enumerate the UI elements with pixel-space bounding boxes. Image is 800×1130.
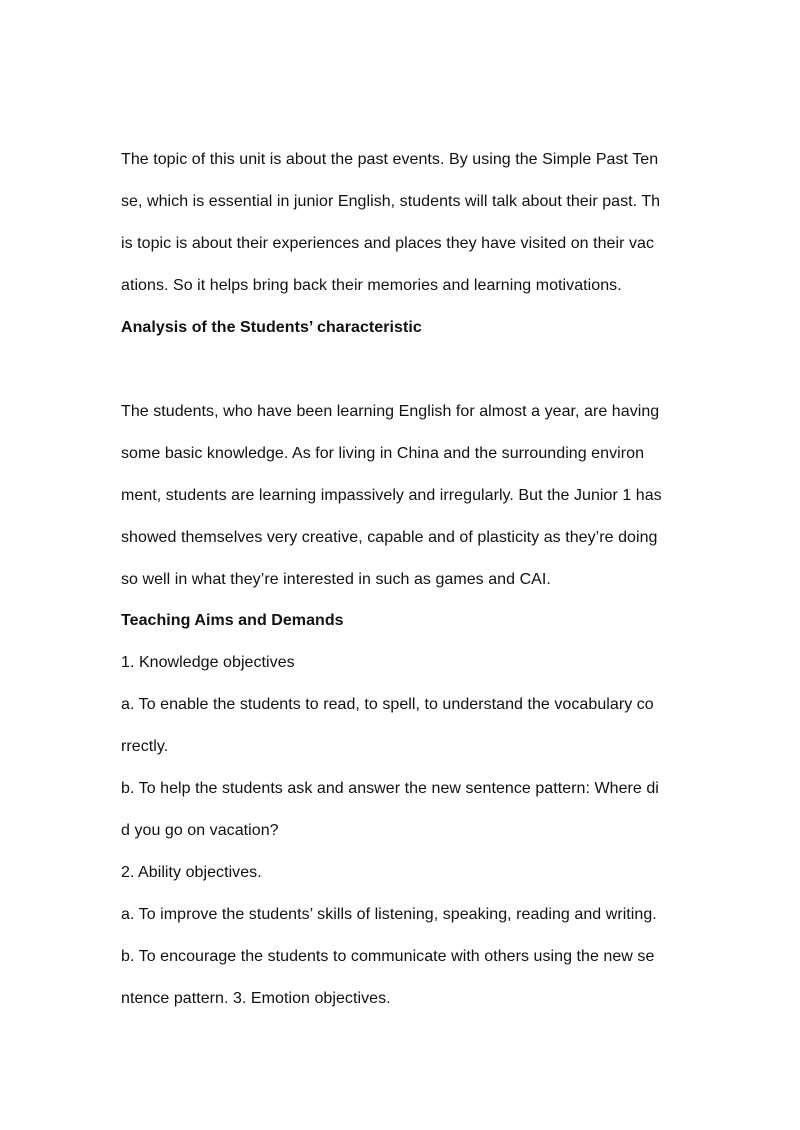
body-text-line: is topic is about their experiences and places they have visited on their vac: [121, 235, 655, 252]
body-text-line: some basic knowledge. As for living in China and the surrounding environ: [121, 445, 645, 462]
list-item-text: b. To help the students ask and answer the new sentence pattern: Where di: [121, 780, 659, 797]
list-item-text: ntence pattern. 3. Emotion objectives.: [121, 990, 391, 1007]
section-heading-students: Analysis of the Students’ characteristic: [121, 319, 422, 336]
body-text-line: ations. So it helps bring back their memories and learning motivations.: [121, 277, 622, 294]
section-heading-aims: Teaching Aims and Demands: [121, 612, 344, 629]
body-text-line: showed themselves very creative, capable and of plasticity as they’re doing: [121, 529, 658, 546]
list-item-text: a. To enable the students to read, to spell, to understand the vocabulary co: [121, 696, 654, 713]
list-item-text: 2. Ability objectives.: [121, 864, 262, 881]
list-item-text: a. To improve the students’ skills of listening, speaking, reading and writing.: [121, 906, 657, 923]
body-text-line: The students, who have been learning English for almost a year, are having: [121, 403, 660, 420]
body-text-line: se, which is essential in junior English, students will talk about their past. Th: [121, 193, 661, 210]
body-text-line: ment, students are learning impassively and irregularly. But the Junior 1 has: [121, 487, 662, 504]
body-text-line: so well in what they’re interested in such as games and CAI.: [121, 571, 551, 588]
list-item-text: b. To encourage the students to communicate with others using the new se: [121, 948, 655, 965]
body-text-line: The topic of this unit is about the past events. By using the Simple Past Ten: [121, 151, 659, 168]
list-item-text: rrectly.: [121, 738, 169, 755]
list-item-text: d you go on vacation?: [121, 822, 279, 839]
list-item-text: 1. Knowledge objectives: [121, 654, 295, 671]
